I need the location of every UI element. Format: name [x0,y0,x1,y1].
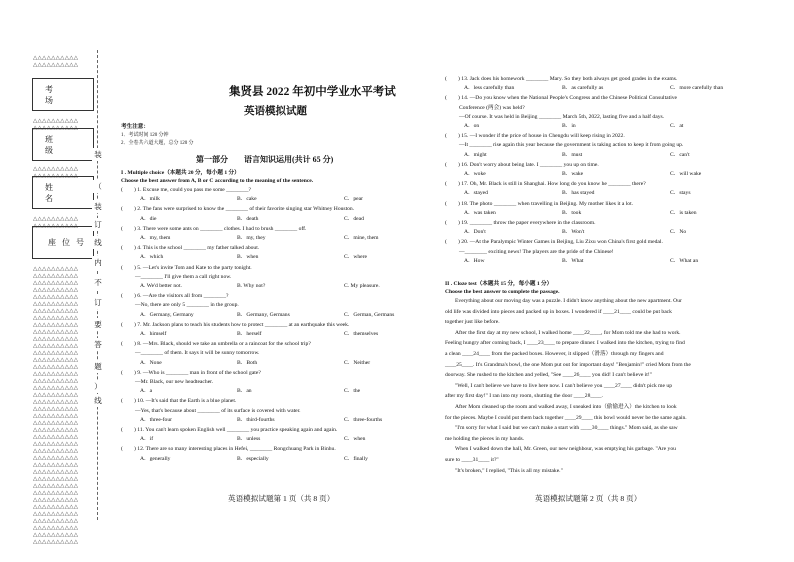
question-line: —No, there are only 5 ________ in the group. [135,302,239,309]
answer-option: C．can't [670,151,690,158]
answer-option: C. My pleasure. [344,283,380,289]
answer-option: C．stays [670,190,691,197]
binding-char: 不 [92,276,104,289]
triangle-row: △△△△△△△△△△ [33,469,79,475]
question-stem: ( ) 17. Oh, Mr. Black is still in Shanghai. How long do you know he ________ there? [445,181,646,188]
passage-line: After Mom cleaned up the room and walked away, I sneaked into（偷偷进入）the kitchen to look [455,404,677,410]
answer-option: C．Neither [344,359,371,366]
answer-option: A．milk [140,196,160,203]
binding-char: ） [92,380,104,393]
question-line: —Of course. It was held in Beijing ________ March 5th, 2022, lasting five and a half days. [459,113,665,120]
class-field[interactable]: 班 级 [32,128,94,161]
triangle-row: △△△△△△△△△△ [33,455,79,461]
answer-option: C．German, Germans [344,311,395,318]
answer-option: A．woke [464,171,486,177]
triangle-row: △△△△△△△△△△ [33,301,79,307]
triangle-row: △△△△△△△△△△ [33,216,79,222]
section-2-instructions: Choose the best answer to complete the passage. [445,289,560,295]
note-2: 2．全卷共六道大题，总分 120 分 [121,141,194,146]
binding-char: 订 [92,218,104,231]
answer-option: A．himself [140,331,167,337]
question-line: —Mr. Black, our new headteacher. [135,379,214,385]
triangle-row: △△△△△△△△△△ [33,476,79,482]
binding-char: （ [92,180,104,193]
question-stem: ( ) 5. —Let's invite Tom and Kate to the party tonight. [121,264,252,271]
answer-option: B．death [237,215,259,222]
triangle-row: △△△△△△△△△△ [33,173,79,179]
answer-option: A．Don't [464,229,486,236]
passage-line: old life was divided into pieces and packed up in boxes. I wondered if ____21____ could be put back [445,308,672,315]
triangle-row: △△△△△△△△△△ [33,294,79,300]
answer-option: A．which [140,254,164,261]
answer-option: A．a [140,388,153,395]
passage-line: after my first day!" I ran into my room, shutting the door ____28____. [445,393,603,400]
triangle-row: △△△△△△△△△△ [33,329,79,335]
question-stem: ( ) 4. This is the school ________ my father talked about. [121,245,260,252]
passage-line: me holding the pieces in my hands. [445,435,525,442]
binding-char: 装 [92,148,104,161]
question-line: —________ of them. It says it will be sunny tomorrow. [135,350,260,357]
triangle-row: △△△△△△△△△△ [33,462,79,468]
answer-option: B．herself [237,331,262,337]
part-1-heading: 第一部分 语言知识运用(共计 65 分) [196,155,334,164]
triangle-row: △△△△△△△△△△ [33,378,79,384]
answer-option: C．the [344,388,361,395]
question-stem: ( ) 13. Jack does his homework ________ Mary. So they both always get good grades in the exams. [445,76,678,82]
answer-option: B．has stayed [562,190,595,197]
answer-option: A．die [140,215,157,222]
answer-option: B．What [562,257,584,264]
answer-option: B．as carefully as [562,85,604,92]
exam-subtitle: 英语模拟试题 [244,106,307,117]
question-line: —________ exciting news! The players are the pride of the Chinese! [459,248,614,255]
question-stem: ( ) 16. Don't worry about being late. I ________ you up on time. [445,161,599,168]
answer-option: C．will wake [670,171,702,177]
triangle-row: △△△△△△△△△△ [33,55,79,61]
passage-line: for the pieces. Maybe I could put them back together ____29____ this bowl would never be the same again. [445,414,687,421]
answer-option: A．my, them [140,235,171,241]
triangle-row: △△△△△△△△△△ [33,427,79,433]
question-stem: ( ) 10. —It's said that the Earth is a blue planet. [121,398,237,405]
binding-char: 线 [92,236,104,249]
answer-option: C．is taken [670,209,697,216]
triangle-row: △△△△△△△△△△ [33,539,79,545]
passage-line: After the first day at my new school, I walked home ____22____, for Mom told me she had to work. [455,329,681,336]
answer-option: A．None [140,359,162,366]
triangle-row: △△△△△△△△△△ [33,483,79,489]
passage-line: "Well, I can't believe we have to live here now. I can't believe you ____27____ didn't pick me up [455,382,672,389]
page-2-footer: 英语模拟试题第 2 页（共 8 页） [535,494,642,503]
answer-option: B．must [562,151,583,158]
triangle-row: △△△△△△△△△△ [33,308,79,314]
triangle-row: △△△△△△△△△△ [33,223,79,229]
answer-option: C．dead [344,215,364,222]
question-stem: ( ) 18. The photo ________ when travelling in Beijing. My mother likes it a lot. [445,200,634,207]
answer-option: A. We'd better not. [140,283,182,289]
answer-option: B．Won't [562,229,585,236]
answer-option: C．three-fourths [344,416,383,423]
triangle-row: △△△△△△△△△△ [33,504,79,510]
triangle-row: △△△△△△△△△△ [33,336,79,342]
triangle-row: △△△△△△△△△△ [33,266,79,272]
triangle-row: △△△△△△△△△△ [33,287,79,293]
triangle-row: △△△△△△△△△△ [33,490,79,496]
triangle-row: △△△△△△△△△△ [33,371,79,377]
passage-line: When I walked down the hall, Mr. Green, our new neighbour, was emptying his garbage. "Are you [455,446,676,453]
binding-char: 线 [92,394,104,407]
triangle-row: △△△△△△△△△△ [33,392,79,398]
answer-option: A．How [464,257,485,264]
answer-option: A．if [140,436,154,443]
answer-option: A．on [464,123,480,129]
answer-option: C．at [670,123,684,129]
answer-option: B．cake [237,196,257,203]
triangle-row: △△△△△△△△△△ [33,434,79,440]
question-stem: ( ) 12. There are so many interesting places in Hefei, ________ Rongchuang Park in Binhu. [121,446,336,453]
triangle-row: △△△△△△△△△△ [33,441,79,447]
passage-line: ____25____. It's Grandma's bowl, the one Mom put out for important days! "Benjamin!" cried Mom from the [445,361,691,368]
section-2-title: II . Cloze test（本题共 15 分，每小题 1 分） [445,281,553,287]
triangle-row: △△△△△△△△△△ [33,62,79,68]
question-stem: ( ) 19. ________ throw the paper everywhere in the classroom. [445,220,596,226]
triangle-row: △△△△△△△△△△ [33,420,79,426]
triangle-row: △△△△△△△△△△ [33,399,79,405]
answer-option: B. Why not? [237,283,266,289]
triangle-row: △△△△△△△△△△ [33,322,79,328]
question-stem: ( ) 14. —Do you know when the National People's Congress and the Chinese Political Consultative [445,95,678,102]
answer-option: B．Germany, Germans [237,311,290,318]
answer-option: B．unless [237,436,261,443]
answer-option: B．took [562,209,582,216]
triangle-row: △△△△△△△△△△ [33,273,79,279]
passage-line: Feeling hungry after coming back, I ____23____ to prepare dinner. I walked into the kitchen, trying to find [445,340,685,347]
answer-option: C．pear [344,196,363,203]
binding-char: 订 [92,296,104,309]
answer-option: C．more carefully than [670,85,724,92]
question-stem: ( ) 9. —Who is ________ man in front of the school gate? [121,369,261,376]
binding-char: 内 [92,256,104,269]
page-1-footer: 英语模拟试题第 1 页（共 8 页） [228,494,335,503]
question-line: Conference (两会) was held? [459,104,525,111]
passage-line: together just like before. [445,319,500,326]
answer-option: B．my, they [237,235,266,241]
question-line: —________ I'll give them a call right now. [135,273,232,280]
answer-option: A．three-four [140,416,172,423]
passage-line: Everything about our moving day was a puzzle. I didn't know anything about the new apartment. Our [455,298,682,304]
passage-line: sure to ____31____ it?" [445,457,499,463]
question-stem: ( ) 2. The fans were surprised to know the ________ of their favorite singing star Whitney Houston. [121,206,355,213]
triangle-row: △△△△△△△△△△ [33,350,79,356]
passage-line: doorway. She rushed to the kitchen and yelled, "See ____26____ you did! I can't believe it!" [445,372,653,379]
triangle-row: △△△△△△△△△△ [33,511,79,517]
answer-option: C．where [344,254,367,261]
answer-option: B．third-fourths [237,416,275,423]
triangle-row: △△△△△△△△△△ [33,532,79,538]
passage-line: "It's broken," I replied, "This is all my mistake." [455,467,563,474]
triangle-row: △△△△△△△△△△ [33,125,79,131]
answer-option: B．especially [237,455,269,462]
triangle-row: △△△△△△△△△△ [33,497,79,503]
answer-option: C．No [670,229,687,236]
binding-char: 装 [92,200,104,213]
question-line: —Yes, that's because about ________ of its surface is covered with water. [135,407,301,414]
section-1-title: I . Multiple choice（本题共 20 分，每小题 1 分） [121,170,240,176]
notes-heading: 考生注意： [121,124,149,130]
question-stem: ( ) 1. Excuse me, could you pass me some ________? [121,187,252,193]
question-stem: ( ) 11. You can't learn spoken English well ________ you practice speaking again and again. [121,427,338,433]
question-stem: ( ) 8. —Mrs. Black, should we take an umbrella or a raincoat for the school trip? [121,341,311,348]
answer-option: C．mine, them [344,235,379,241]
seat-number-field[interactable]: 座位号 [32,226,94,259]
triangle-row: △△△△△△△△△△ [33,364,79,370]
triangle-row: △△△△△△△△△△ [33,118,79,124]
name-field[interactable]: 姓 名 [32,176,94,209]
question-line: —It ________ rise again this year because the government is taking action to keep it from going up. [459,142,684,149]
exam-title: 集贤县 2022 年初中学业水平考试 [229,86,396,98]
note-1: 1．考试时间 120 分钟 [121,133,169,138]
triangle-row: △△△△△△△△△△ [33,406,79,412]
triangle-row: △△△△△△△△△△ [33,413,79,419]
passage-line: a clean ____24____ from the packed boxes. However, it slipped（滑落）through my fingers and [445,351,664,357]
exam-room-field[interactable]: 考 场 [32,78,94,111]
triangle-row: △△△△△△△△△△ [33,357,79,363]
answer-option: A．less carefully than [464,85,515,92]
answer-option: A．stayed [464,190,488,197]
triangle-row: △△△△△△△△△△ [33,518,79,524]
answer-option: B．an [237,388,252,395]
passage-line: "I'm sorry for what I said but we can't make a start with ____30____ things." Mom said, as she saw [455,425,678,432]
question-stem: ( ) 7. Mr. Jackson plans to teach his students how to protect ________ at an earthquake this week. [121,321,350,328]
answer-option: A．was taken [464,209,496,216]
binding-char: 要 [92,318,104,331]
answer-option: A．Germany, Germany [140,311,194,318]
answer-option: B．wake [562,171,584,177]
answer-option: B．Both [237,359,258,366]
answer-option: C．finally [344,455,368,462]
section-1-instructions: Choose the best answer from A, B or C according to the meaning of the sentence. [121,178,314,184]
question-stem: ( ) 15. —I wonder if the price of house in Chengdu will keep rising in 2022. [445,133,625,140]
binding-char: 题 [92,360,104,373]
question-stem: ( ) 20. —At the Paralympic Winter Games in Beijing, Liu Zixu won China's first gold medal. [445,239,663,246]
answer-option: B．when [237,254,259,261]
triangle-row: △△△△△△△△△△ [33,343,79,349]
answer-option: C．themselves [344,331,379,337]
triangle-row: △△△△△△△△△△ [33,525,79,531]
answer-option: A．might [464,151,487,158]
answer-option: C．when [344,436,366,443]
triangle-row: △△△△△△△△△△ [33,315,79,321]
triangle-row: △△△△△△△△△△ [33,385,79,391]
question-stem: ( ) 6. —Are the visitors all from ________? [121,293,229,300]
binding-char: 答 [92,338,104,351]
triangle-row: △△△△△△△△△△ [33,448,79,454]
triangle-row: △△△△△△△△△△ [33,280,79,286]
answer-option: B．in [562,123,576,129]
triangle-row: △△△△△△△△△△ [33,166,79,172]
answer-option: A．generally [140,455,171,462]
answer-option: C．What an [670,257,699,264]
question-stem: ( ) 3. There were some ants on ________ clothes. I had to brush ________ off. [121,225,307,232]
